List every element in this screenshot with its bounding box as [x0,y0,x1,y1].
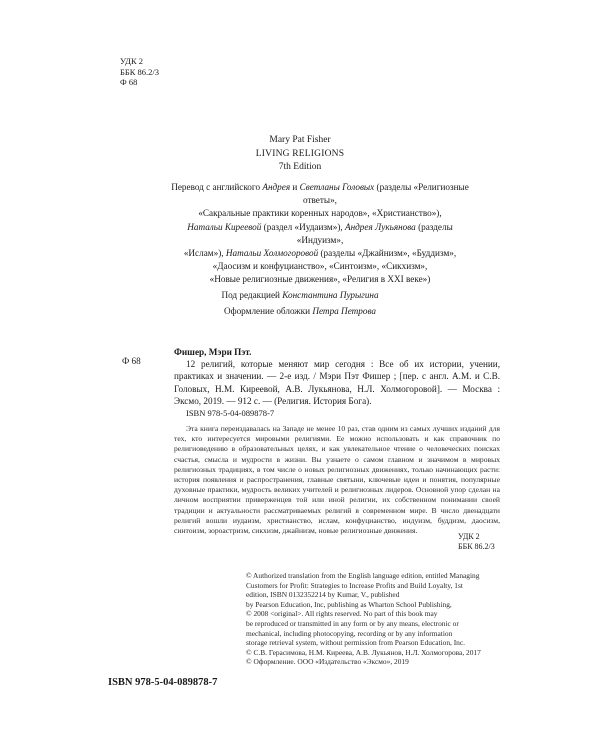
classification-codes [120,56,159,88]
bbk-code: ББК 86.2/3 [120,66,160,77]
cover-label: Оформление обложки [224,306,313,316]
translators-credit [170,181,470,287]
copyright-line: © С.В. Герасимова, Н.М. Киреева, А.В. Лукьянов, Н.Л. Холмогорова, 2017 [246,647,481,657]
original-edition: 7th Edition [278,162,322,172]
translator-name: Андрея Лукьянова [344,221,416,232]
copyright-line: edition, ISBN 0132352214 by Kumar, V., published [246,590,400,600]
bibliographic-description: 12 религий, которые меняют мир сегодня : Все об их истории, учении, практиках и значении. — 2-е изд. / Мэри Пэт Фишер ; [пер. с англ. А.М. и С.В. Головых, Н.М. Киреевой, А.В. Лукьянова, Н.Л. Холмогоровой]. — Москва : Эксмо, 2019. — 912 с. — (Религия. История Бога). [174,359,500,406]
original-author: Mary Pat Fisher [269,135,331,145]
translators-text: (раздел «Иудаизм»), [261,221,345,232]
copyright-line: © 2008 <original>. All rights reserved. No part of this book may [246,609,438,619]
translators-text: «Даосизм и конфуцианство», «Синтоизм», «Сикхизм», [212,261,428,272]
translators-text: (разделы «Индуизм», [296,221,453,245]
translators-text: «Новые религиозные движения», «Религия в XXI веке») [209,274,431,285]
call-number: Ф 68 [122,356,141,366]
bibliographic-record [174,346,500,407]
copyright-notice [246,571,510,667]
copyright-line: storage retrieval system, without permission from Pearson Education, Inc. [246,638,465,648]
isbn: ISBN 978-5-04-089878-7 [186,408,275,418]
isbn-bottom: ISBN 978-5-04-089878-7 [108,677,218,688]
translators-text: «Ислам»), [183,248,226,259]
classification-codes-bottom [458,532,495,552]
editor-credit [0,290,600,300]
udk-code: УДК 2 [458,532,480,541]
cover-design-credit [0,306,600,316]
translator-name: Светланы Головых [299,182,375,192]
editor-name: Константина Пурыгина [282,290,379,300]
copyright-line: by Pearson Education, Inc, publishing as Wharton School Publishing, [246,599,452,609]
bbk-code: ББК 86.2/3 [458,542,495,551]
copyright-line: Customers for Profit: Strategies to Increase Profits and Build Loyalty, 1st [246,580,463,590]
copyright-line: mechanical, including photocopying, recording or by any information [246,628,453,638]
book-abstract: Эта книга переиздавалась на Западе не менее 10 раз, став одним из самых лучших изданий для тех, кто интересуется мировыми религиями. Ее можно использовать и как справочник по религиоведению в образовательных целях, и как увлекательное чтение о человеческих поисках счастья, смысла и мудрости в жизни. Вы узнаете о самом главном и значимом в мировых религиозных традициях, в том числе о новых религиозных движениях, только начинающих расти: история появления и распространения, главные святыни, ключевые идеи и понятия, популярные духовные практики, мудрость великих учителей и религиозных лидеров. Основной упор сделан на личном восприятии приверженцев той или иной религии, их собственном понимании своей традиции и актуальности рассматриваемых религий в современном мире. В число двенадцати религий вошли иудаизм, христианство, ислам, конфуцианство, индуизм, буддизм, даосизм, синтоизм, зороастризм, сикхизм, джайнизм, новые религиозные движения. [174,424,500,536]
udk-code: УДК 2 [120,56,144,66]
translators-text: «Сакральные практики коренных народов», «Христианство»), [198,208,442,219]
original-edition-info [0,134,600,175]
editor-label: Под редакцией [221,290,283,300]
copyright-line: be reproduced or transmitted in any form or by any means, electronic or [246,618,459,628]
copyright-line: © Оформление. ООО «Издательство «Эксмо», 2019 [246,657,409,667]
translator-name: Натальи Киреевой [187,221,262,232]
translator-name: Натальи Холмогоровой [225,248,319,259]
copyright-line: © Authorized translation from the English language edition, entitled Managing [246,571,480,580]
bibliographic-author: Фишер, Мэри Пэт. [174,347,252,357]
translators-text: (разделы «Джайнизм», «Буддизм», [318,248,457,259]
original-title: LIVING RELIGIONS [255,148,345,159]
translators-text: Перевод с английского [171,182,263,192]
translators-text: и [290,182,300,192]
cover-designer-name: Петра Петрова [312,306,376,316]
translators-text: (разделы «Религиозные ответы», [303,182,469,206]
author-sign: Ф 68 [120,77,138,87]
translator-name: Андрея [262,182,291,192]
